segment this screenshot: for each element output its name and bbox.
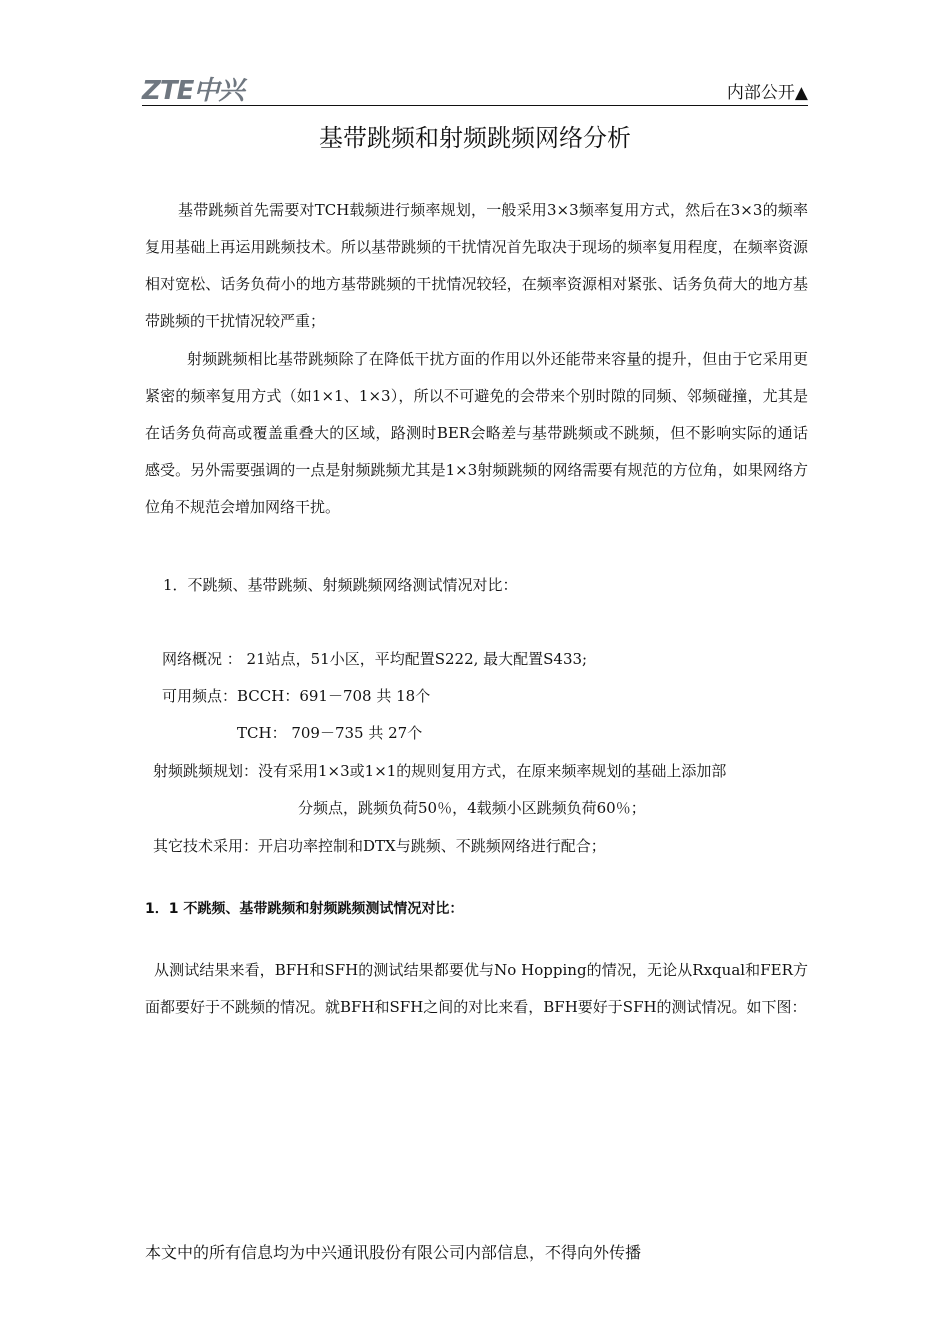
paragraph-baseband-hopping: 基带跳频首先需要对TCH载频进行频率规划，一般采用3×3频率复用方式，然后在3×3的频率复用基础上再运用跳频技术。所以基带跳频的干扰情况首先取决于现场的频率复用程度，在频率资源相对宽松、话务负荷小的地方基带跳频的干扰情况较轻，在频率资源相对紧张、话务负荷大的地方基带跳频的干扰情况较严重； [145,201,808,330]
paragraph-rf-hopping: 射频跳频相比基带跳频除了在降低干扰方面的作用以外还能带来容量的提升，但由于它采用更紧密的频率复用方式（如1×1、1×3），所以不可避免的会带来个别时隙的同频、邻频碰撞，尤其是在话务负荷高或覆盖重叠大的区域，路测时BER会略差与基带跳频或不跳频，但不影响实际的通话感受。另外需要强调的一点是射频跳频尤其是1×3射频跳频的网络需要有规范的方位角，如果网络方位角不规范会增加网络干扰。 [145,350,808,516]
section-1-heading: 1．不跳频、基带跳频、射频跳频网络测试情况对比： [163,576,518,594]
section-1-1-heading: 1．1 不跳频、基带跳频和射频跳频测试情况对比： [145,901,464,917]
header-divider [142,105,808,106]
paragraph-test-results: 从测试结果来看，BFH和SFH的测试结果都要优与No Hopping的情况，无论从Rxqual和FER方面都要好于不跳频的情况。就BFH和SFH之间的对比来看，BFH要好于SFH的测试情况。如下图： [145,961,808,1016]
other-technologies: 其它技术采用：开启功率控制和DTX与跳频、不跳频网络进行配合； [153,837,606,855]
rf-hopping-plan-continued: 分频点，跳频负荷50％，4载频小区跳频负荷60％； [298,799,646,817]
classification-label: 内部公开▲ [726,83,808,103]
available-frequencies: 可用频点：BCCH：691－708 共 18个 [162,687,431,705]
rf-hopping-plan: 射频跳频规划：没有采用1×3或1×1的规则复用方式，在原来频率规划的基础上添加部 [153,762,727,780]
zte-logo [142,70,243,107]
tch-frequencies: TCH： 709－735 共 27个 [237,724,423,742]
footer-notice: 本文中的所有信息均为中兴通讯股份有限公司内部信息，不得向外传播 [145,1243,642,1262]
network-overview: 网络概况 ： 21站点，51小区，平均配置S222, 最大配置S433; [162,650,588,668]
document-title: 基带跳频和射频跳频网络分析 [319,124,631,152]
logo-text: ZTE中兴 [142,76,244,106]
